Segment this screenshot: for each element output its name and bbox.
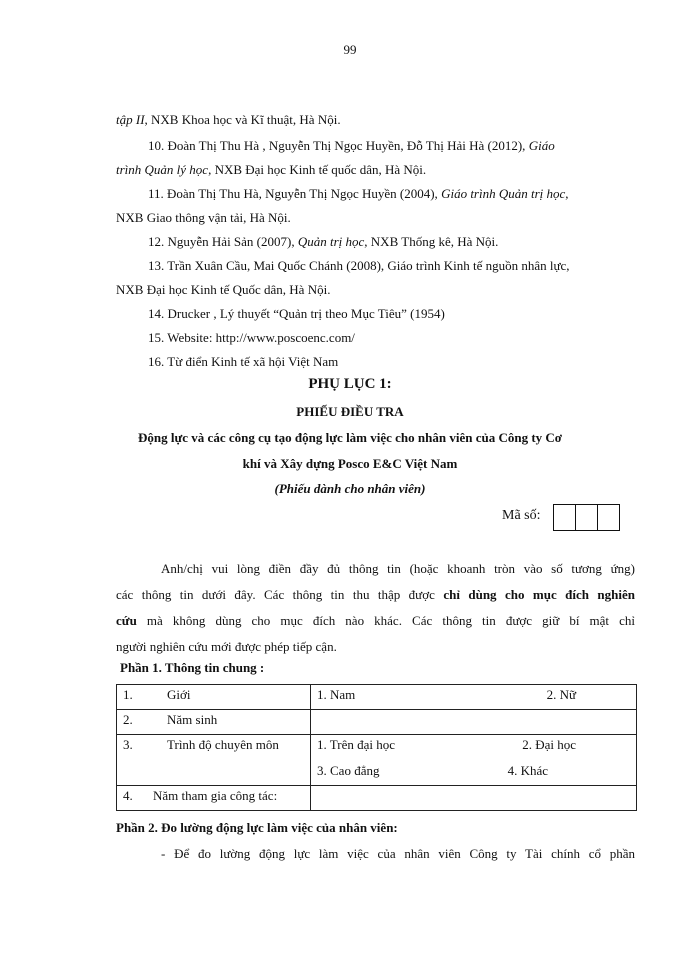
row-label: Trình độ chuyên môn <box>167 737 279 752</box>
ref9-italic: tập II <box>116 112 145 127</box>
row-number: 4. <box>123 788 133 803</box>
general-info-table <box>116 684 637 811</box>
ref9-rest: , NXB Khoa học và Kĩ thuật, Hà Nội. <box>144 112 341 127</box>
reference-14: 14. Drucker , Lý thuyết “Quản trị theo Mục Tiêu” (1954) <box>148 306 445 321</box>
code-box-2[interactable] <box>575 505 597 530</box>
option-other[interactable]: 4. Khác <box>507 763 548 778</box>
table-row <box>117 735 637 786</box>
reference-10-line2 <box>116 162 426 178</box>
row-label: Năm sinh <box>167 712 218 727</box>
intro-line1: Anh/chị vui lòng điền đầy đủ thông tin (hoặc khoanh tròn vào số tương ứng) <box>161 561 635 576</box>
row1-options-cell[interactable] <box>311 685 637 710</box>
appendix-title: PHỤ LỤC 1: <box>308 376 392 392</box>
work-start-year-field[interactable] <box>311 786 637 811</box>
intro-line4: người nghiên cứu mới được phép tiếp cận. <box>116 639 337 654</box>
part2-line1 <box>116 846 635 862</box>
ref10-rest: , NXB Đại học Kinh tế quốc dân, Hà Nội. <box>208 162 427 177</box>
ref11-italic: Giáo trình Quản trị học <box>441 186 566 201</box>
reference-11-line1 <box>148 186 569 202</box>
row-number: 1. <box>123 687 133 702</box>
survey-note: (Phiếu dành cho nhân viên) <box>274 481 426 496</box>
intro-line2-bold: chỉ dùng cho mục đích nghiên <box>443 587 636 602</box>
row-number: 3. <box>123 737 133 752</box>
ref10-text: 10. Đoàn Thị Thu Hà , Nguyễn Thị Ngọc Huyền, Đỗ Thị Hải Hà (2012), <box>148 138 529 153</box>
part1-title: Phần 1. Thông tin chung : <box>120 660 265 675</box>
page-number: 99 <box>343 42 357 57</box>
ref11-text: 11. Đoàn Thị Thu Hà, Nguyễn Thị Ngọc Huyền (2004), <box>148 186 442 201</box>
intro-line3-b: mà không dùng cho mục đích nào khác. Các thông tin được giữ bí mật chỉ <box>136 613 635 628</box>
part2-text: - Để đo lường động lực làm việc của nhân viên Công ty Tài chính cổ phần <box>161 846 635 861</box>
row-label: Năm tham gia công tác: <box>153 788 278 803</box>
intro-line2 <box>116 582 635 608</box>
table-row <box>117 710 637 735</box>
code-boxes[interactable] <box>553 504 620 531</box>
ref12-a: 12. Nguyễn Hải Sản (2007), <box>148 234 298 249</box>
row2-label-cell <box>117 710 311 735</box>
ref11-end: , <box>565 186 569 201</box>
code-label: Mã số: <box>502 508 541 523</box>
reference-10-line1 <box>148 138 555 154</box>
table-row <box>117 786 637 811</box>
reference-13-line2: NXB Đại học Kinh tế Quốc dân, Hà Nội. <box>116 282 331 297</box>
appendix-subtitle: PHIẾU ĐIỀU TRA <box>296 404 404 419</box>
option-female[interactable]: 2. Nữ <box>546 687 576 702</box>
intro-line3-bold: cứu <box>116 613 137 628</box>
reference-13-line1: 13. Trần Xuân Cầu, Mai Quốc Chánh (2008), Giáo trình Kinh tế nguồn nhân lực, <box>148 258 570 273</box>
option-male[interactable]: 1. Nam <box>317 687 356 702</box>
table-row <box>117 685 637 710</box>
row-number: 2. <box>123 712 133 727</box>
reference-15: 15. Website: http://www.poscoenc.com/ <box>148 330 355 345</box>
reference-9-continued <box>116 112 341 128</box>
row4-label-cell <box>117 786 311 811</box>
code-box-1[interactable] <box>554 505 575 530</box>
option-college[interactable]: 3. Cao đẳng <box>317 763 380 778</box>
code-box-3[interactable] <box>597 505 619 530</box>
option-postgraduate[interactable]: 1. Trên đại học <box>317 737 395 752</box>
reference-11-line2: NXB Giao thông vận tải, Hà Nội. <box>116 210 291 225</box>
row-label: Giới <box>167 687 191 702</box>
ref12-b: , NXB Thống kê, Hà Nội. <box>364 234 499 249</box>
reference-16: 16. Từ điển Kinh tế xã hội Việt Nam <box>148 354 339 369</box>
survey-heading-line1: Động lực và các công cụ tạo động lực làm việc cho nhân viên của Công ty Cơ <box>138 430 562 445</box>
intro-paragraph <box>116 556 635 660</box>
intro-line2-a: các thông tin dưới đây. Các thông tin thu thập được <box>116 587 444 602</box>
row3-label-cell <box>117 735 311 786</box>
row1-label-cell <box>117 685 311 710</box>
option-university[interactable]: 2. Đại học <box>522 737 576 752</box>
ref10-italic: Giáo <box>528 138 555 153</box>
ref10-italic-2: trình Quản lý học <box>116 162 209 177</box>
survey-heading-line2: khí và Xây dựng Posco E&C Việt Nam <box>242 456 458 471</box>
ref12-italic: Quản trị học <box>297 234 365 249</box>
intro-line3 <box>116 608 635 634</box>
birth-year-field[interactable] <box>311 710 637 735</box>
part2-title: Phần 2. Đo lường động lực làm việc của nhân viên: <box>116 820 398 835</box>
row3-options-cell[interactable] <box>311 735 637 786</box>
reference-12 <box>148 234 498 250</box>
